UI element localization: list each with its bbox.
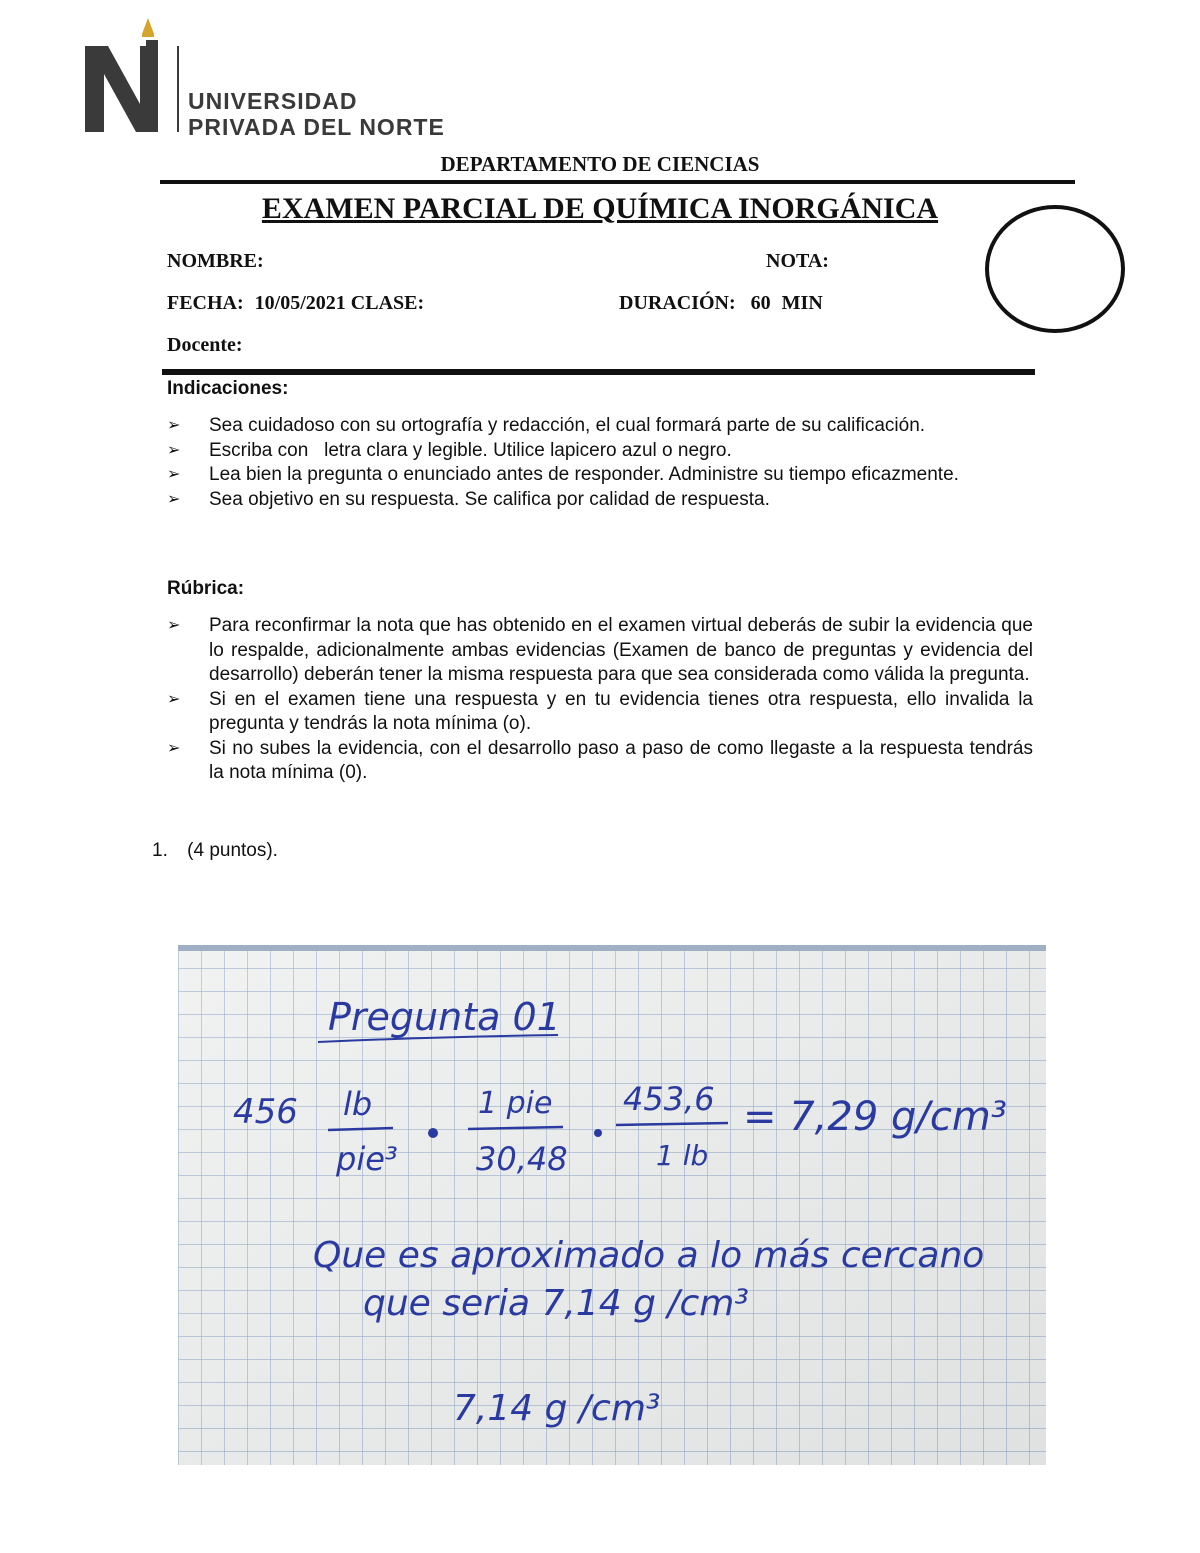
rubrica-list xyxy=(167,614,1033,786)
list-item: ➢ Sea cuidadoso con su ortografía y redacción, el cual formará parte de su calificación. xyxy=(167,414,1033,439)
logo-line-1: UNIVERSIDAD xyxy=(188,88,358,114)
docente-label: Docente: xyxy=(167,334,243,356)
question-number: 1. xyxy=(152,840,168,861)
indicaciones-list xyxy=(167,414,1033,512)
arrow-bullet-icon: ➢ xyxy=(167,466,181,483)
question-1 xyxy=(152,840,278,862)
duracion-label: DURACIÓN: xyxy=(619,292,736,314)
handwritten-line-2: que seria 7,14 g /cm³ xyxy=(363,1283,749,1324)
list-item: ➢ Si no subes la evidencia, con el desarrollo paso a paso de como llegaste a la respuesta tendrás la nota mínima (0). xyxy=(167,737,1033,783)
question-points: (4 puntos). xyxy=(187,840,278,861)
arrow-bullet-icon: ➢ xyxy=(167,417,181,434)
handwritten-answer-photo xyxy=(178,945,1046,1465)
handwritten-frac3-den: 1 lb xyxy=(656,1139,709,1172)
list-item: ➢ Lea bien la pregunta o enunciado antes de responder. Administre su tiempo eficazmente. xyxy=(167,463,1033,488)
arrow-bullet-icon: ➢ xyxy=(167,441,181,459)
indicaciones-heading: Indicaciones: xyxy=(167,378,289,399)
fields-divider xyxy=(162,369,1035,375)
list-item: ➢ Si en el examen tiene una respuesta y en tu evidencia tienes otra respuesta, ello invalida la pregunta y tendrás la nota mínima (o). xyxy=(167,688,1033,734)
handwritten-result: = 7,29 g/cm³ xyxy=(743,1094,1007,1140)
handwritten-final-answer: 7,14 g /cm³ xyxy=(453,1388,661,1429)
duracion-value: 60 xyxy=(750,292,771,314)
arrow-bullet-icon: ➢ xyxy=(167,739,181,757)
grid-paper xyxy=(178,945,1046,1465)
duracion-row xyxy=(619,292,823,315)
handwritten-frac1-den: pie³ xyxy=(336,1140,398,1178)
department-title: DEPARTAMENTO DE CIENCIAS xyxy=(440,152,760,176)
handwritten-quantity: 456 xyxy=(233,1092,298,1132)
handwritten-frac3-num: 453,6 xyxy=(623,1080,715,1118)
handwritten-frac2-num: 1 pie xyxy=(478,1086,553,1121)
list-item: ➢ Escriba con letra clara y legible. Utilice lapicero azul o negro. xyxy=(167,439,1033,464)
fecha-row xyxy=(167,292,424,315)
exam-title: EXAMEN PARCIAL DE QUÍMICA INORGÁNICA xyxy=(261,192,939,225)
fecha-value: 10/05/2021 xyxy=(254,292,346,314)
logo-line-2: PRIVADA DEL NORTE xyxy=(188,114,445,140)
rubrica-heading: Rúbrica: xyxy=(167,578,245,599)
handwritten-frac2-den: 30,48 xyxy=(476,1140,568,1178)
grade-circle xyxy=(985,205,1125,333)
list-item: ➢ Sea objetivo en su respuesta. Se califica por calidad de respuesta. xyxy=(167,488,1033,513)
fecha-label: FECHA: xyxy=(167,292,244,314)
handwritten-frac1-num: lb xyxy=(343,1085,373,1123)
duracion-unit: MIN xyxy=(781,292,823,314)
arrow-bullet-icon: ➢ xyxy=(167,490,181,508)
university-logo xyxy=(80,16,470,140)
nombre-label: NOMBRE: xyxy=(167,250,264,272)
handwritten-line-1: Que es aproximado a lo más cercano xyxy=(313,1235,985,1276)
arrow-bullet-icon: ➢ xyxy=(167,617,181,634)
header-divider xyxy=(160,180,1075,184)
arrow-bullet-icon: ➢ xyxy=(167,690,181,708)
clase-label: CLASE: xyxy=(350,292,425,314)
handwritten-heading: Pregunta 01 xyxy=(328,995,561,1039)
nota-label: NOTA: xyxy=(766,250,829,272)
list-item: ➢ Para reconfirmar la nota que has obtenido en el examen virtual deberás de subir la evidencia que lo respalde, adicionalmente ambas evidencias (Examen de banco de preguntas y evidencia del desarrollo) deberán tener la misma respuesta para que sea considerada como válida la pregunta. xyxy=(167,615,1033,685)
